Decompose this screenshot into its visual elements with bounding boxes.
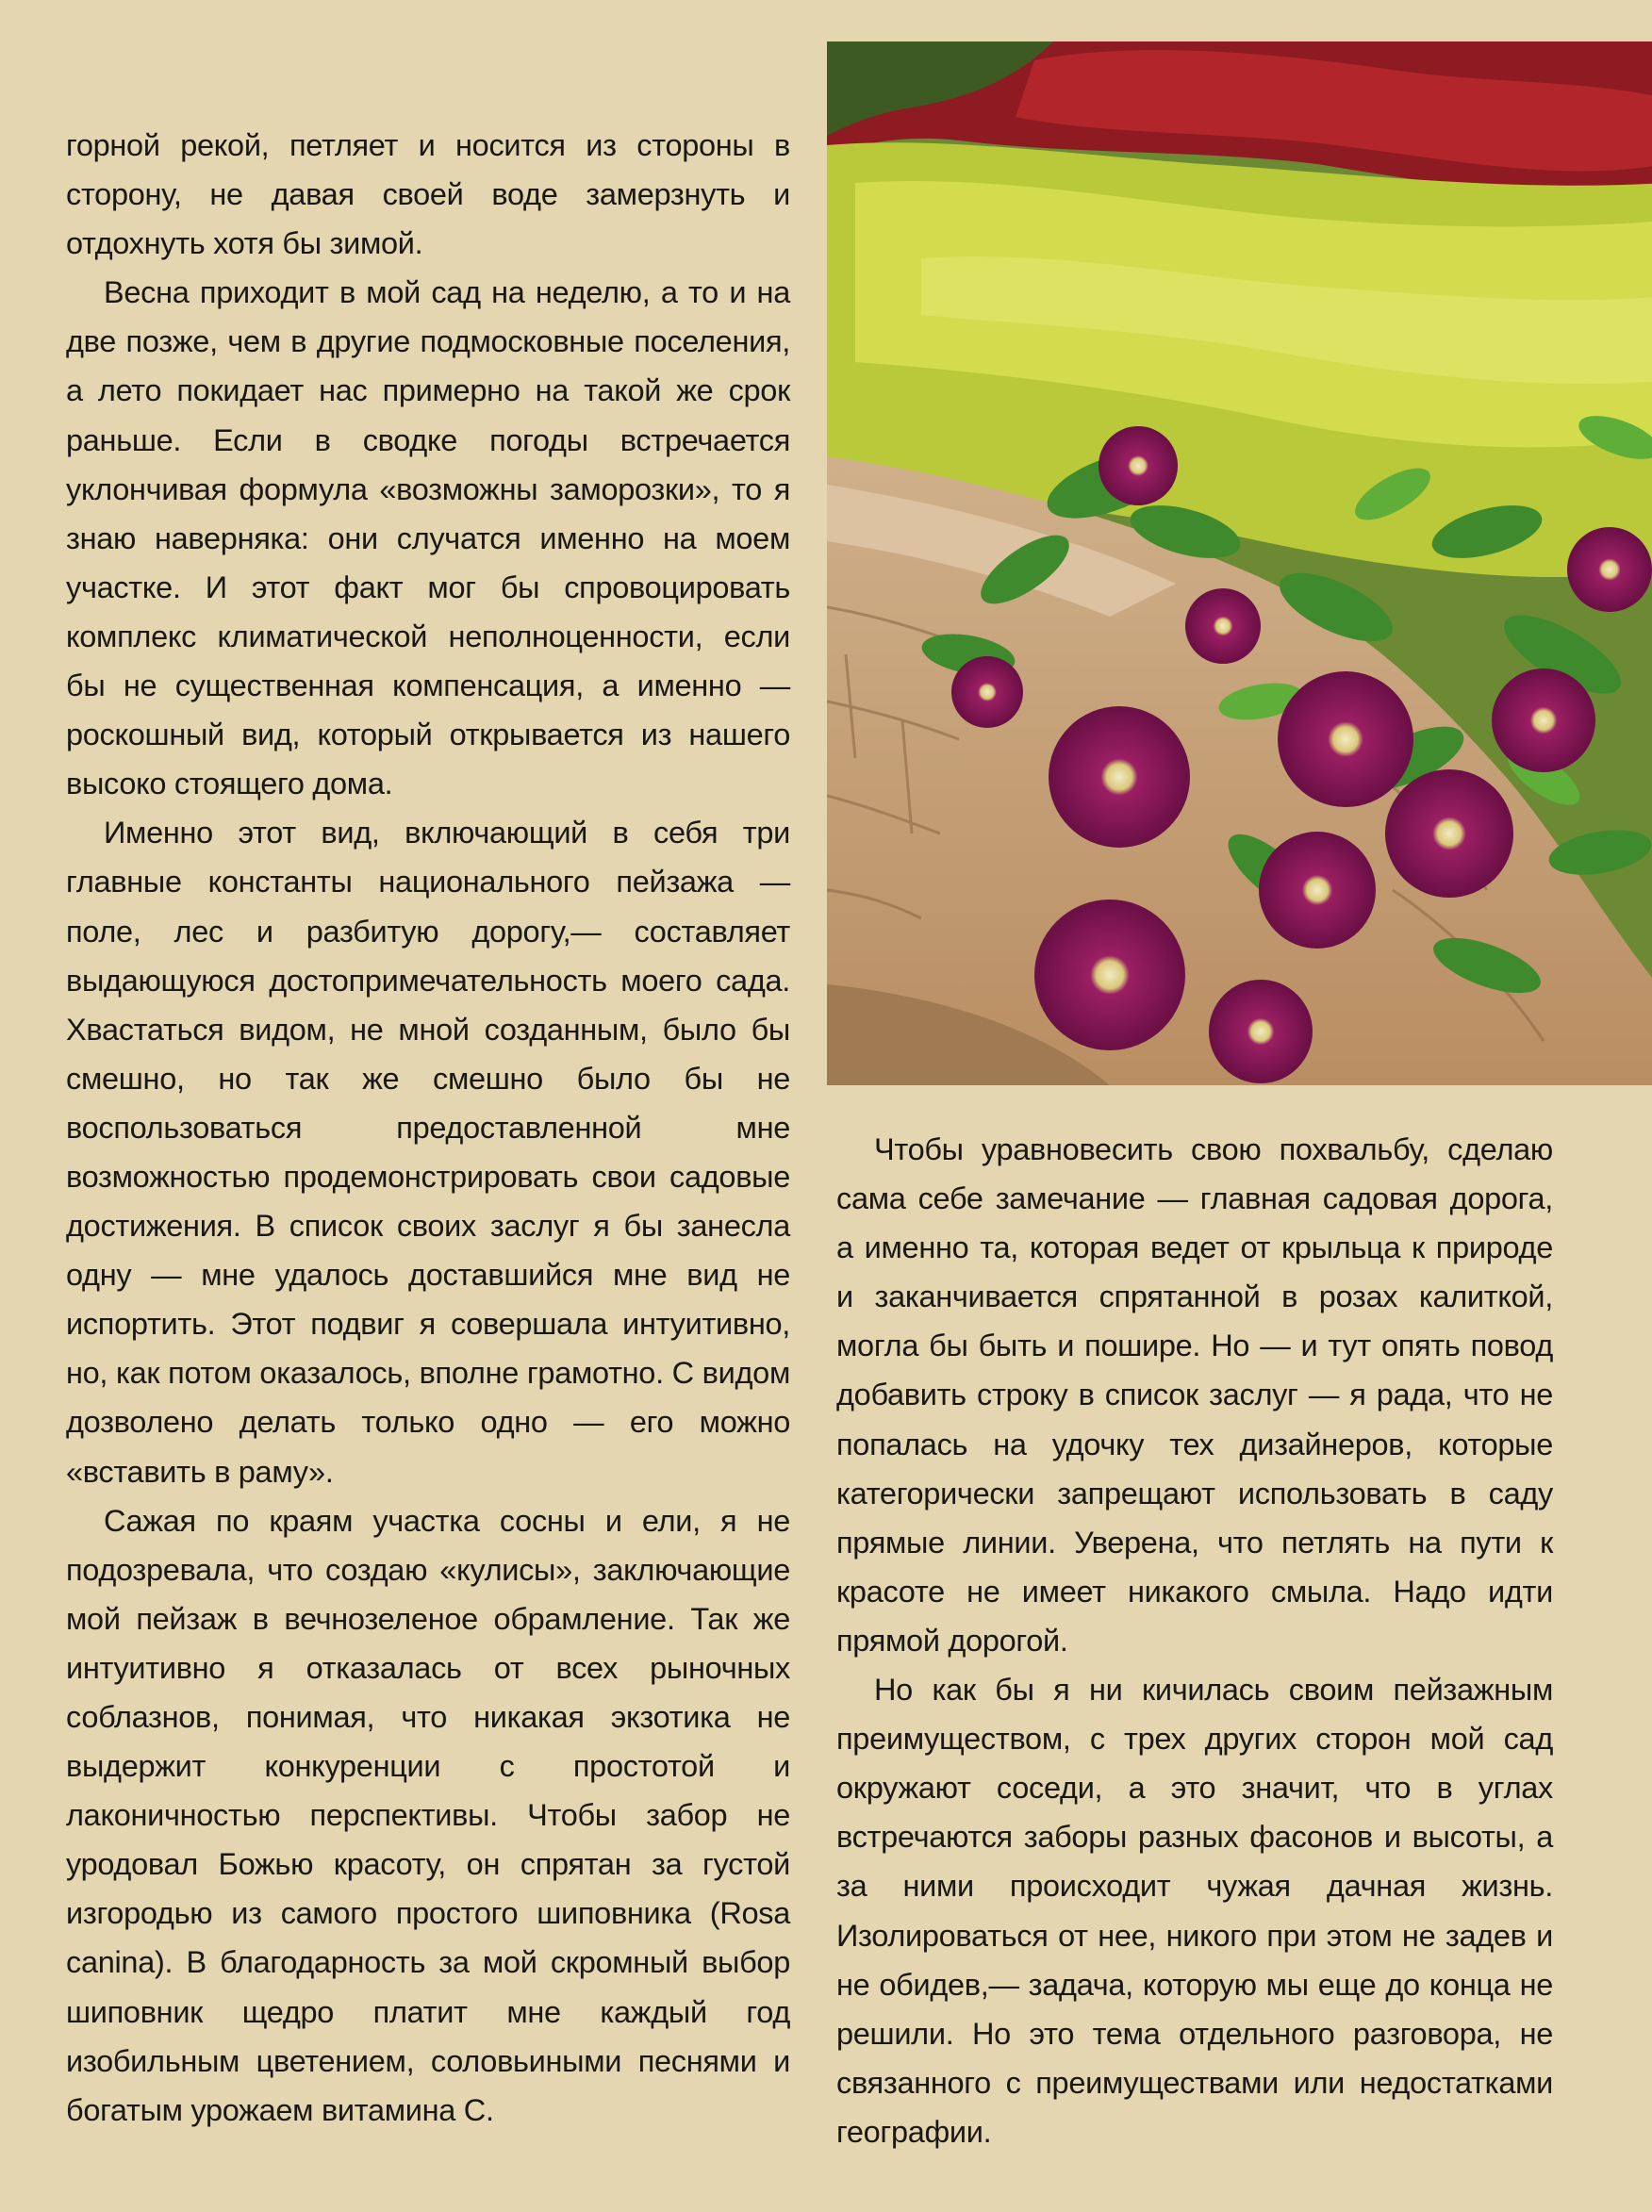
paragraph: Весна приходит в мой сад на неделю, а то и на две позже, чем в другие подмосковные поселения, а лето покидает нас примерно на такой же срок раньше. Если в сводке погоды встречается уклончивая формула «возможны заморозки», то я знаю наверняка: они случатся именно на моем участке. И этот факт мог бы спровоцировать комплекс климатической неполноценности, если бы не существенная компенсация, а именно — роскошный вид, который открывается из нашего высоко стоящего дома. [66,275,790,801]
paragraph: Именно этот вид, включающий в себя три главные константы национального пейзажа — поле, лес и разбитую дорогу,— составляет выдающуюся достопримечательность моего сада. Хвастаться видом, не мной созданным, было бы смешно, но так же смешно было бы не воспользоваться предоставленной мне возможностью продемонстрировать свои садовые достижения. В список своих заслуг я бы занесла одну — мне удалось доставшийся мне вид не испортить. Этот подвиг я совершала интуитивно, но, как потом оказалось, вполне грамотно. С видом дозволено делать только одно — его можно «вставить в раму». [66,816,790,1489]
left-text-column [66,121,790,2135]
paragraph: Чтобы уравновесить свою похвальбу, сделаю сама себе замечание — главная садовая дорога, а именно та, которая ведет от крыльца к природе и заканчивается спрятанной в розах калиткой, могла бы быть и пошире. Но — и тут опять повод добавить строку в список заслуг — я рада, что не попалась на удочку тех дизайнеров, которые категорически запрещают использовать в саду прямые линии. Уверена, что петлять на пути к красоте не имеет никакого смыла. Надо идти прямой дорогой. [836,1132,1553,1658]
paragraph: горной рекой, петляет и носится из стороны в сторону, не давая своей воде замерзнуть и отдохнуть хотя бы зимой. [66,128,790,261]
garden-photo-illustration [827,41,1652,1085]
paragraph: Сажая по краям участка сосны и ели, я не подозревала, что создаю «кулисы», заключающие мой пейзаж в вечнозеленое обрамление. Так же интуитивно я отказалась от всех рыночных соблазнов, понимая, что никакая экзотика не выдержит конкуренции с простотой и лаконичностью перспективы. Чтобы забор не уродовал Божью красоту, он спрятан за густой изгородью из самого простого шиповника (Rosa canina). В благодарность за мой скромный выбор шиповник щедро платит мне каждый год изобильным цветением, соловьиными песнями и богатым урожаем витамина С. [66,1503,790,2127]
garden-photo [827,41,1652,1085]
right-text-column [836,1125,1553,2156]
paragraph: Но как бы я ни кичилась своим пейзажным преимуществом, с трех других сторон мой сад окружают соседи, а это значит, что в углах встречаются заборы разных фасонов и высоты, а за ними происходит чужая дачная жизнь. Изолироваться от нее, никого при этом не задев и не обидев,— задача, которую мы еще до конца не решили. Но это тема отдельного разговора, не связанного с преимуществами или недостатками географии. [836,1673,1553,2149]
